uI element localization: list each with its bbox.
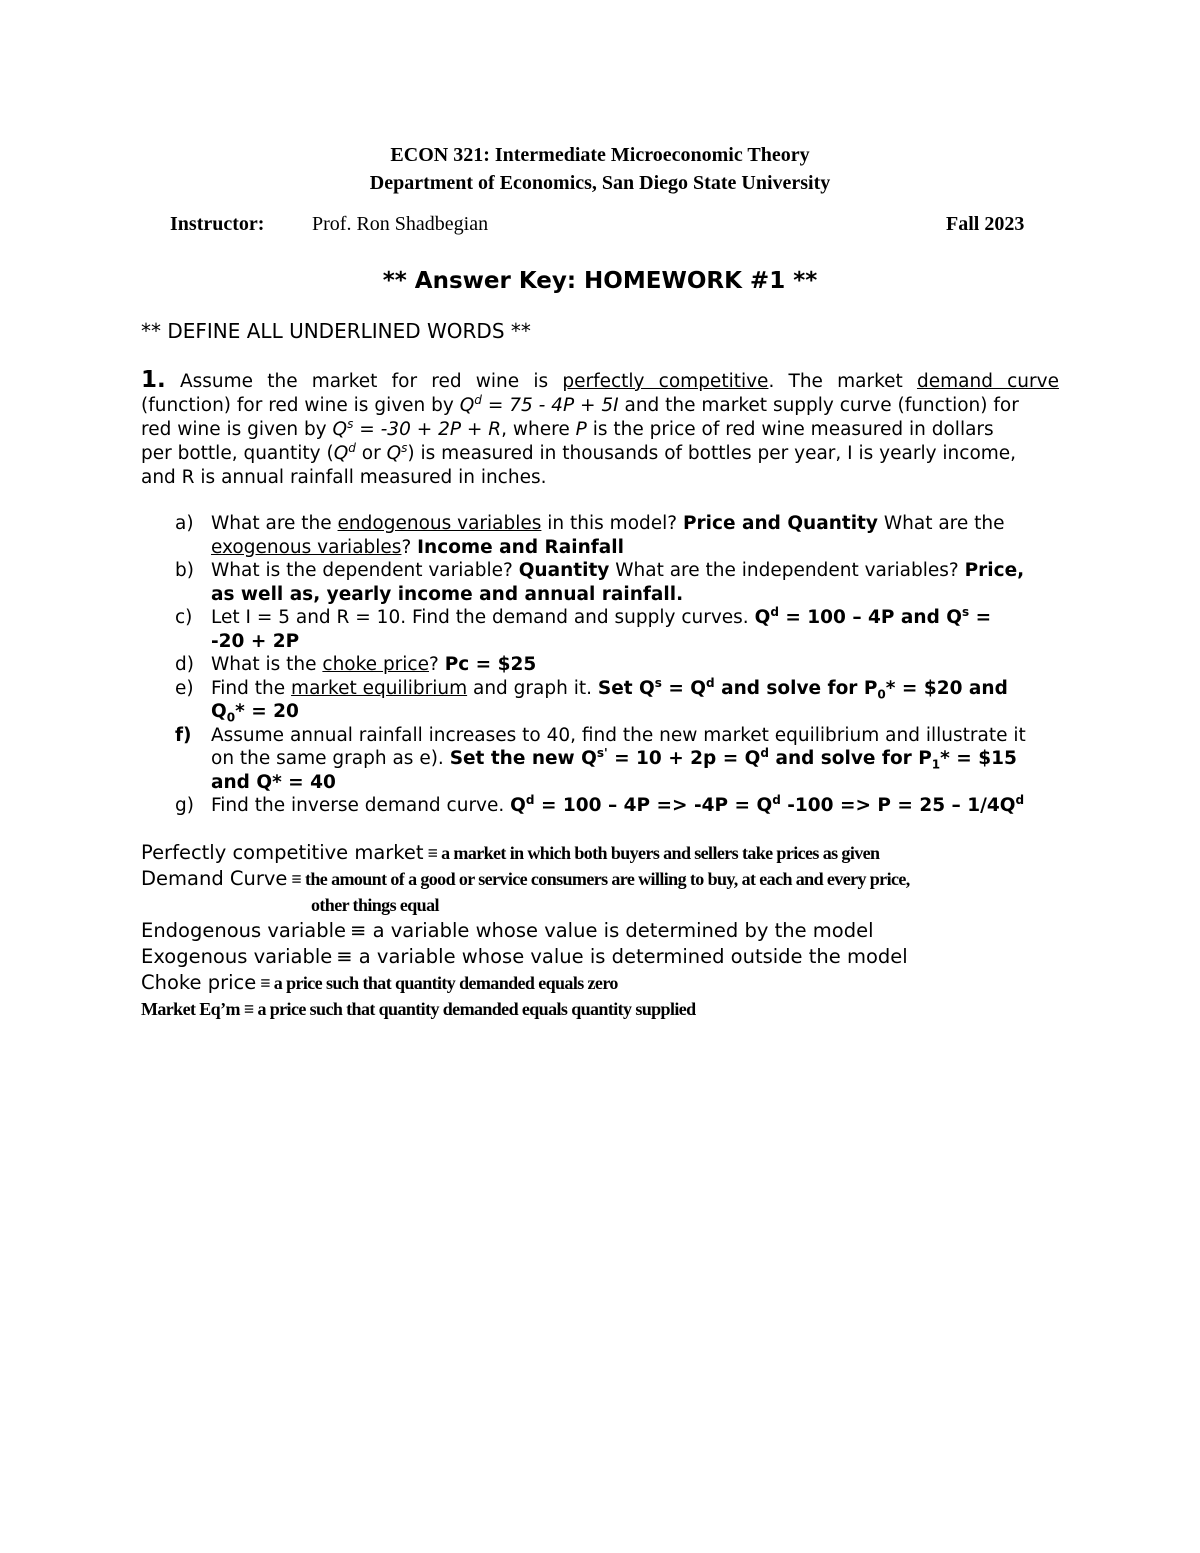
definition-perfectly-competitive: Perfectly competitive market ≡ a market in which both buyers and sellers take prices as given	[141, 841, 880, 864]
question-number: 1.	[141, 367, 166, 393]
term-demand-curve: demand curve	[916, 371, 1059, 392]
term-exogenous-variables: exogenous variables	[211, 536, 402, 558]
term-label: Fall 2023	[946, 213, 1025, 235]
answer-c2: -20 + 2P	[211, 630, 300, 652]
q1-line-1: 1. Assume the market for red wine is perfectly competitive. The market demand curve	[141, 367, 1059, 393]
answer-b1: Quantity	[518, 560, 610, 581]
part-g: g) Find the inverse demand curve. $Q^d = 100 - 4P => -4P = Q^d$ $-100 => P = 25 - 1/4Q^d$	[175, 792, 1025, 816]
answer-f2: and Q* = 40	[211, 771, 336, 793]
q1-line-2: (function) for red wine is given by $Q^d = 75 - 4P + 5I$ and the market supply curve (function) for	[141, 392, 1019, 416]
part-e: e) Find the market equilibrium and graph it. Set $Q^s = Q^d$ and solve for $P_0*$ = $20 and $Q_0* = 20$	[141, 677, 1061, 724]
instructor-label: Instructor:	[170, 213, 265, 235]
answer-b2: as well as, yearly income and annual rainfall.	[211, 583, 684, 605]
definition-demand-curve-cont: other things equal	[311, 895, 439, 915]
instructor-name: Prof. Ron Shadbegian	[312, 213, 489, 235]
answer-e1: Set $Q^s = Q^d$ and solve for $P_0*$ = $20 and	[597, 675, 1008, 702]
answer-d1: Pc = $25	[444, 654, 537, 675]
definition-endogenous: Endogenous variable ≡ a variable whose value is determined by the model	[141, 919, 874, 942]
definition-market-eqm: Market Eq’m ≡ a price such that quantity demanded equals quantity supplied	[141, 999, 696, 1019]
question-1-paragraph	[141, 368, 1059, 490]
definition-choke-price: Choke price ≡ a price such that quantity demanded equals zero	[141, 971, 618, 994]
part-c: c) Let I = 5 and R = 10. Find the demand and supply curves. $Q^d = 100 - 4P$ and $Q^s$ = -20 + 2P	[141, 606, 1061, 653]
q1-line-5: and R is annual rainfall measured in inches.	[141, 467, 547, 488]
department-name: Department of Economics, San Diego State University	[369, 172, 831, 194]
answer-a1: Price and Quantity	[683, 513, 878, 534]
demand-equation: $Q^d = 75 - 4P + 5I$	[459, 392, 619, 416]
define-note: ** DEFINE ALL UNDERLINED WORDS **	[141, 319, 531, 343]
answer-g1: $Q^d = 100 - 4P => -4P = Q^d$ $-100 => P = 25 - 1/4Q^d$	[510, 792, 1025, 816]
supply-equation: $Q^s = -30 + 2P + R$	[332, 416, 502, 440]
answer-f1: Set the new $Q^{s'} = 10 + 2p = Q^d$ and solve for $P_1*$ = $15	[449, 745, 1017, 772]
definitions-list	[141, 841, 1101, 1023]
part-b: b) What is the dependent variable? Quantity What are the independent variables? Price, as well as, yearly income and annual rainfall.	[141, 559, 1061, 606]
part-f: f) Assume annual rainfall increases to 40, find the new market equilibrium and illustrate it on the same graph as e). Set the new $Q^{s'} = 10 + 2p = Q^d$ and solve for $P_1*$ = $15 and Q* = 40	[141, 724, 1061, 795]
part-d: d) What is the choke price? Pc = $25	[175, 654, 537, 675]
term-perfectly-competitive: perfectly competitive	[562, 371, 769, 392]
answer-c1: $Q^d = 100 - 4P$ and $Q^s$ =	[754, 604, 992, 628]
sub-questions-list	[141, 512, 1061, 818]
part-a: a) What are the endogenous variables in this model? Price and Quantity What are the exogenous variables? Income and Rainfall	[175, 513, 1005, 558]
definition-demand-curve: Demand Curve ≡ the amount of a good or service consumers are willing to buy, at each and every price,	[141, 867, 910, 890]
answer-a2: Income and Rainfall	[417, 536, 624, 558]
term-choke-price: choke price	[322, 654, 429, 675]
answer-e2: $Q_0* = 20$	[211, 701, 299, 725]
definition-exogenous: Exogenous variable ≡ a variable whose value is determined outside the model	[141, 945, 908, 968]
q1-line-3: red wine is given by $Q^s = -30 + 2P + R$, where P is the price of red wine measured in dollars	[141, 416, 994, 440]
q1-line-4: per bottle, quantity ($Q^d$ or $Q^s$) is measured in thousands of bottles per year, I is yearly income,	[141, 440, 1017, 464]
document-title: ** Answer Key: HOMEWORK #1 **	[382, 268, 818, 294]
term-endogenous-variables: endogenous variables	[337, 513, 542, 534]
term-market-equilibrium: market equilibrium	[291, 677, 468, 699]
course-title: ECON 321: Intermediate Microeconomic Theory	[390, 144, 810, 166]
